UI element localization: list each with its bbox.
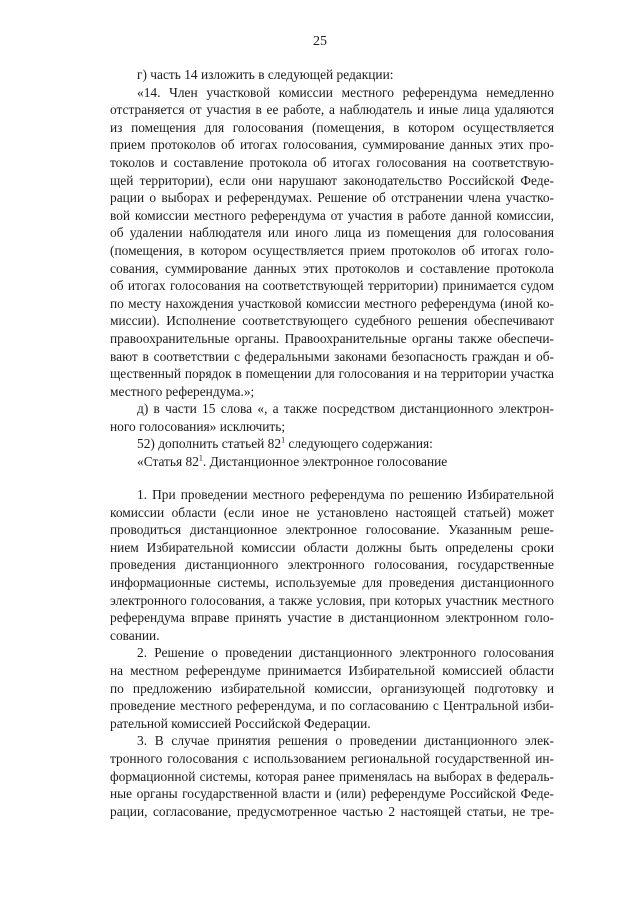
text-line-content: 52) дополнить статьей 82 [137,436,282,452]
text-line [110,732,554,750]
text-line-content: д) в части 15 слова «, а также посредством дистанционного электрон- [137,401,554,417]
text-line-content: рации о выборах и референдумах. Решение об отстранении члена участко- [110,190,554,206]
text-line [110,592,554,610]
text-line [110,486,554,504]
text-line [110,172,554,190]
text-line-content: щей территории), если они нарушают законодательство Российской Феде- [110,172,554,188]
text-line-content: совании. [110,627,160,643]
text-line [110,644,554,662]
text-line [110,453,554,471]
text-line-content: проводиться дистанционное электронное голосование. Указанным реше- [110,522,554,538]
text-line [110,154,554,172]
text-line [110,119,554,137]
text-line-continuation: следующего содержания: [285,436,433,452]
text-line [110,242,554,260]
text-line [110,418,554,436]
text-line-content: тронного голосования с использованием региональной государственной ин- [110,750,554,766]
text-line-content: референдума вправе принять участие в дистанционном электронном голо- [110,610,554,626]
text-line-content: ные органы государственной власти и (или) референдуме Российской Феде- [110,786,554,802]
text-line [110,750,554,768]
text-line-content: 3. В случае принятия решения о проведении дистанционного элек- [137,733,554,749]
text-line-content: прием протоколов об итогах голосования, суммирование данных этих про- [110,137,554,153]
text-line [110,785,554,803]
text-line [110,330,554,348]
text-line [110,574,554,592]
text-line [110,627,554,645]
text-line [110,435,554,453]
superscript: 1 [281,436,286,445]
text-line [110,697,554,715]
text-line [110,136,554,154]
text-line [110,348,554,366]
text-line-content: информационные системы, используемые для проведения дистанционного [110,574,554,590]
text-line-continuation: . Дистанционное электронное голосование [202,454,448,470]
text-line-content: «Статья 82 [137,454,199,470]
text-line [110,803,554,821]
text-line-content: рательной комиссией Российской Федерации. [110,715,371,731]
text-line-content: правоохранительные органы. Правоохранительные органы также обеспечи- [110,330,554,346]
text-line-content: рации, согласование, предусмотренное частью 2 настоящей статьи, не тре- [110,803,554,819]
text-line-content: нием Избирательной комиссии области должны быть определены сроки [110,539,554,555]
text-line-content: щественный порядок в помещении для голосования и на территории участка [110,366,554,382]
text-line [110,295,554,313]
text-line-content: из помещения для голосования (помещения, в котором осуществляется [110,119,554,135]
text-line-content: 1. При проведении местного референдума по решению Избирательной [137,487,554,502]
text-line [110,662,554,680]
text-line [110,260,554,278]
text-block-amendments [110,66,554,471]
text-line-content: миссии). Исполнение соответствующего судебного решения обеспечивают [110,313,554,329]
text-line [110,556,554,574]
text-block-article [110,486,554,820]
text-line [110,365,554,383]
text-line-content: комиссии области (если иное не установлено настоящей статьей) может [110,504,554,520]
text-line [110,400,554,418]
text-line [110,84,554,102]
text-line [110,521,554,539]
text-line-content: местного референдума.»; [110,383,255,399]
text-line-content: «14. Член участковой комиссии местного референдума немедленно [137,84,554,100]
text-line-content: вой комиссии местного референдума от участия в работе данной комиссии, [110,207,554,223]
text-line-content: вают в соответствии с федеральными законами безопасность граждан и об- [110,348,554,364]
text-line-content: проведение местного референдума, и по согласованию с Центральной изби- [110,698,554,714]
text-line [110,768,554,786]
text-line-content: проведения дистанционного электронного голосования, государственные [110,557,554,573]
text-line-content: отстраняется от участия в ее работе, а наблюдатель и иные лица удаляются [110,102,554,118]
text-line-content: об итогах голосования на соответствующей территории) принимается судом [110,278,554,294]
text-line-content: г) часть 14 изложить в следующей редакции: [137,67,394,82]
text-line-content: ного голосования» исключить; [110,418,286,434]
text-line [110,66,554,84]
text-line [110,207,554,225]
text-line-content: на местном референдуме принимается Избирательной комиссией области [110,662,554,678]
page-number: 25 [313,34,327,49]
text-line [110,715,554,733]
text-line [110,101,554,119]
text-line [110,312,554,330]
superscript: 1 [198,453,203,463]
text-line-content: (помещения, в котором осуществляется прием протоколов об итогах голо- [110,242,554,258]
text-line-content: электронного голосования, а также условия, при которых участник местного [110,592,554,608]
text-line [110,609,554,627]
text-line-content: формационной системы, которая ранее применялась на выборах в федераль- [110,768,554,784]
text-line-content: по месту нахождения участковой комиссии местного референдума (иной ко- [110,295,554,311]
text-line [110,277,554,295]
text-line [110,189,554,207]
text-line [110,504,554,522]
text-line-content: об удалении наблюдателя или иного лица из помещения для голосования [110,225,554,241]
text-line [110,539,554,557]
text-line-content: по предложению избирательной комиссии, организующей подготовку и [110,680,554,696]
text-line-content: токолов и составление протокола об итогах голосования на соответствую- [110,154,554,170]
text-line [110,680,554,698]
text-line [110,224,554,242]
text-line-content: 2. Решение о проведении дистанционного электронного голосования [137,645,554,661]
text-line-content: сования, суммирование данных этих протоколов и составление протокола [110,260,554,276]
text-line [110,383,554,401]
